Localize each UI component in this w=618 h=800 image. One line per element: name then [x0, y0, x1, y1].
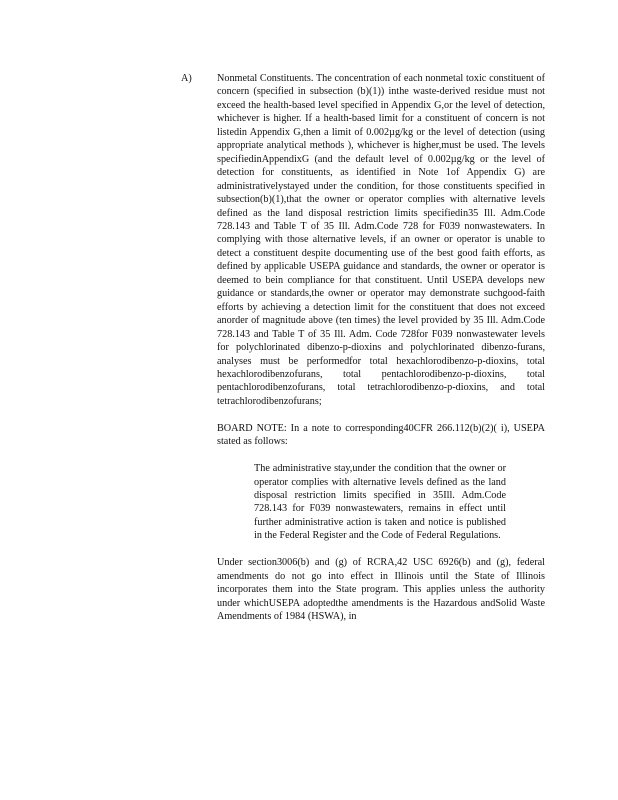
subsection-marker: A): [181, 73, 192, 84]
board-note: BOARD NOTE: In a note to corresponding40CFR 266.112(b)(2)( i), USEPA stated as follows:: [217, 422, 545, 448]
usepa-quotation: The administrative stay,under the condition that the owner or operator complies with alternative levels defined as the land disposal restriction limits specified in 35Ill. Adm.Code 728.143 for F039 nonwastewaters, remains in effect until further administrative action is taken and notice is published in the Federal Register and the Code of Federal Regulations.: [254, 463, 506, 542]
subsection-body: [217, 72, 545, 637]
nonmetal-constituents-paragraph: Nonmetal Constituents. The concentration of each nonmetal toxic constituent of concern (specified in subsection (b)(1)) inthe waste-derived residue must not exceed the health-based level specified in Appendix G,or the level of detection, whichever is higher. If a health-based limit for a constituent of concern is not listedin Appendix G,then a limit of 0.002µg/kg or the level of detection (using appropriate analytical methods ), whichever is higher,must be used. The levels specifiedinAppendixG (and the default level of 0.002µg/kg or the level of detection for constituents, as identified in Note 1of Appendix G) are administrativelystayed under the condition, for those constituents specified in subsection(b)(1),that the owner or operator complies with alternative levels defined as the land disposal restriction limits specifiedin35 Ill. Adm.Code 728.143 and Table T of 35 Ill. Adm.Code 728 for F039 nonwastewaters. In complying with those alternative levels, if an owner or operator is unable to detect a constituent despite documenting use of the best good faith efforts, as defined by applicable USEPA guidance and standards, the owner or operator is deemed to bein compliance for that constituent. Until USEPA develops new guidance or standards,the owner or operator may demonstrate suchgood-faith efforts by achieving a detection limit for the constituent that does not exceed anorder of magnitude above (ten times) the level provided by 35 Ill. Adm.Code 728.143 and Table T of 35 Ill. Adm. Code 728for F039 nonwastewater levels for polychlorinated dibenzo-p-dioxins and polychlorinated dibenzo-furans, analyses must be performedfor total hexachlorodibenzo-p-dioxins, total hexachlorodibenzofurans, total pentachlorodibenzo-p-dioxins, total pentachlorodibenzofurans, total tetrachlorodibenzo-p-dioxins, and total tetrachlorodibenzofurans;: [217, 73, 545, 407]
rcra-paragraph: Under section3006(b) and (g) of RCRA,42 USC 6926(b) and (g), federal amendments do not go into effect in Illinois until the State of Illinois incorporates them into the State program. This applies unless the authority under whichUSEPA adoptedthe amendments is the Hazardous andSolid Waste Amendments of 1984 (HSWA), in: [217, 557, 545, 623]
